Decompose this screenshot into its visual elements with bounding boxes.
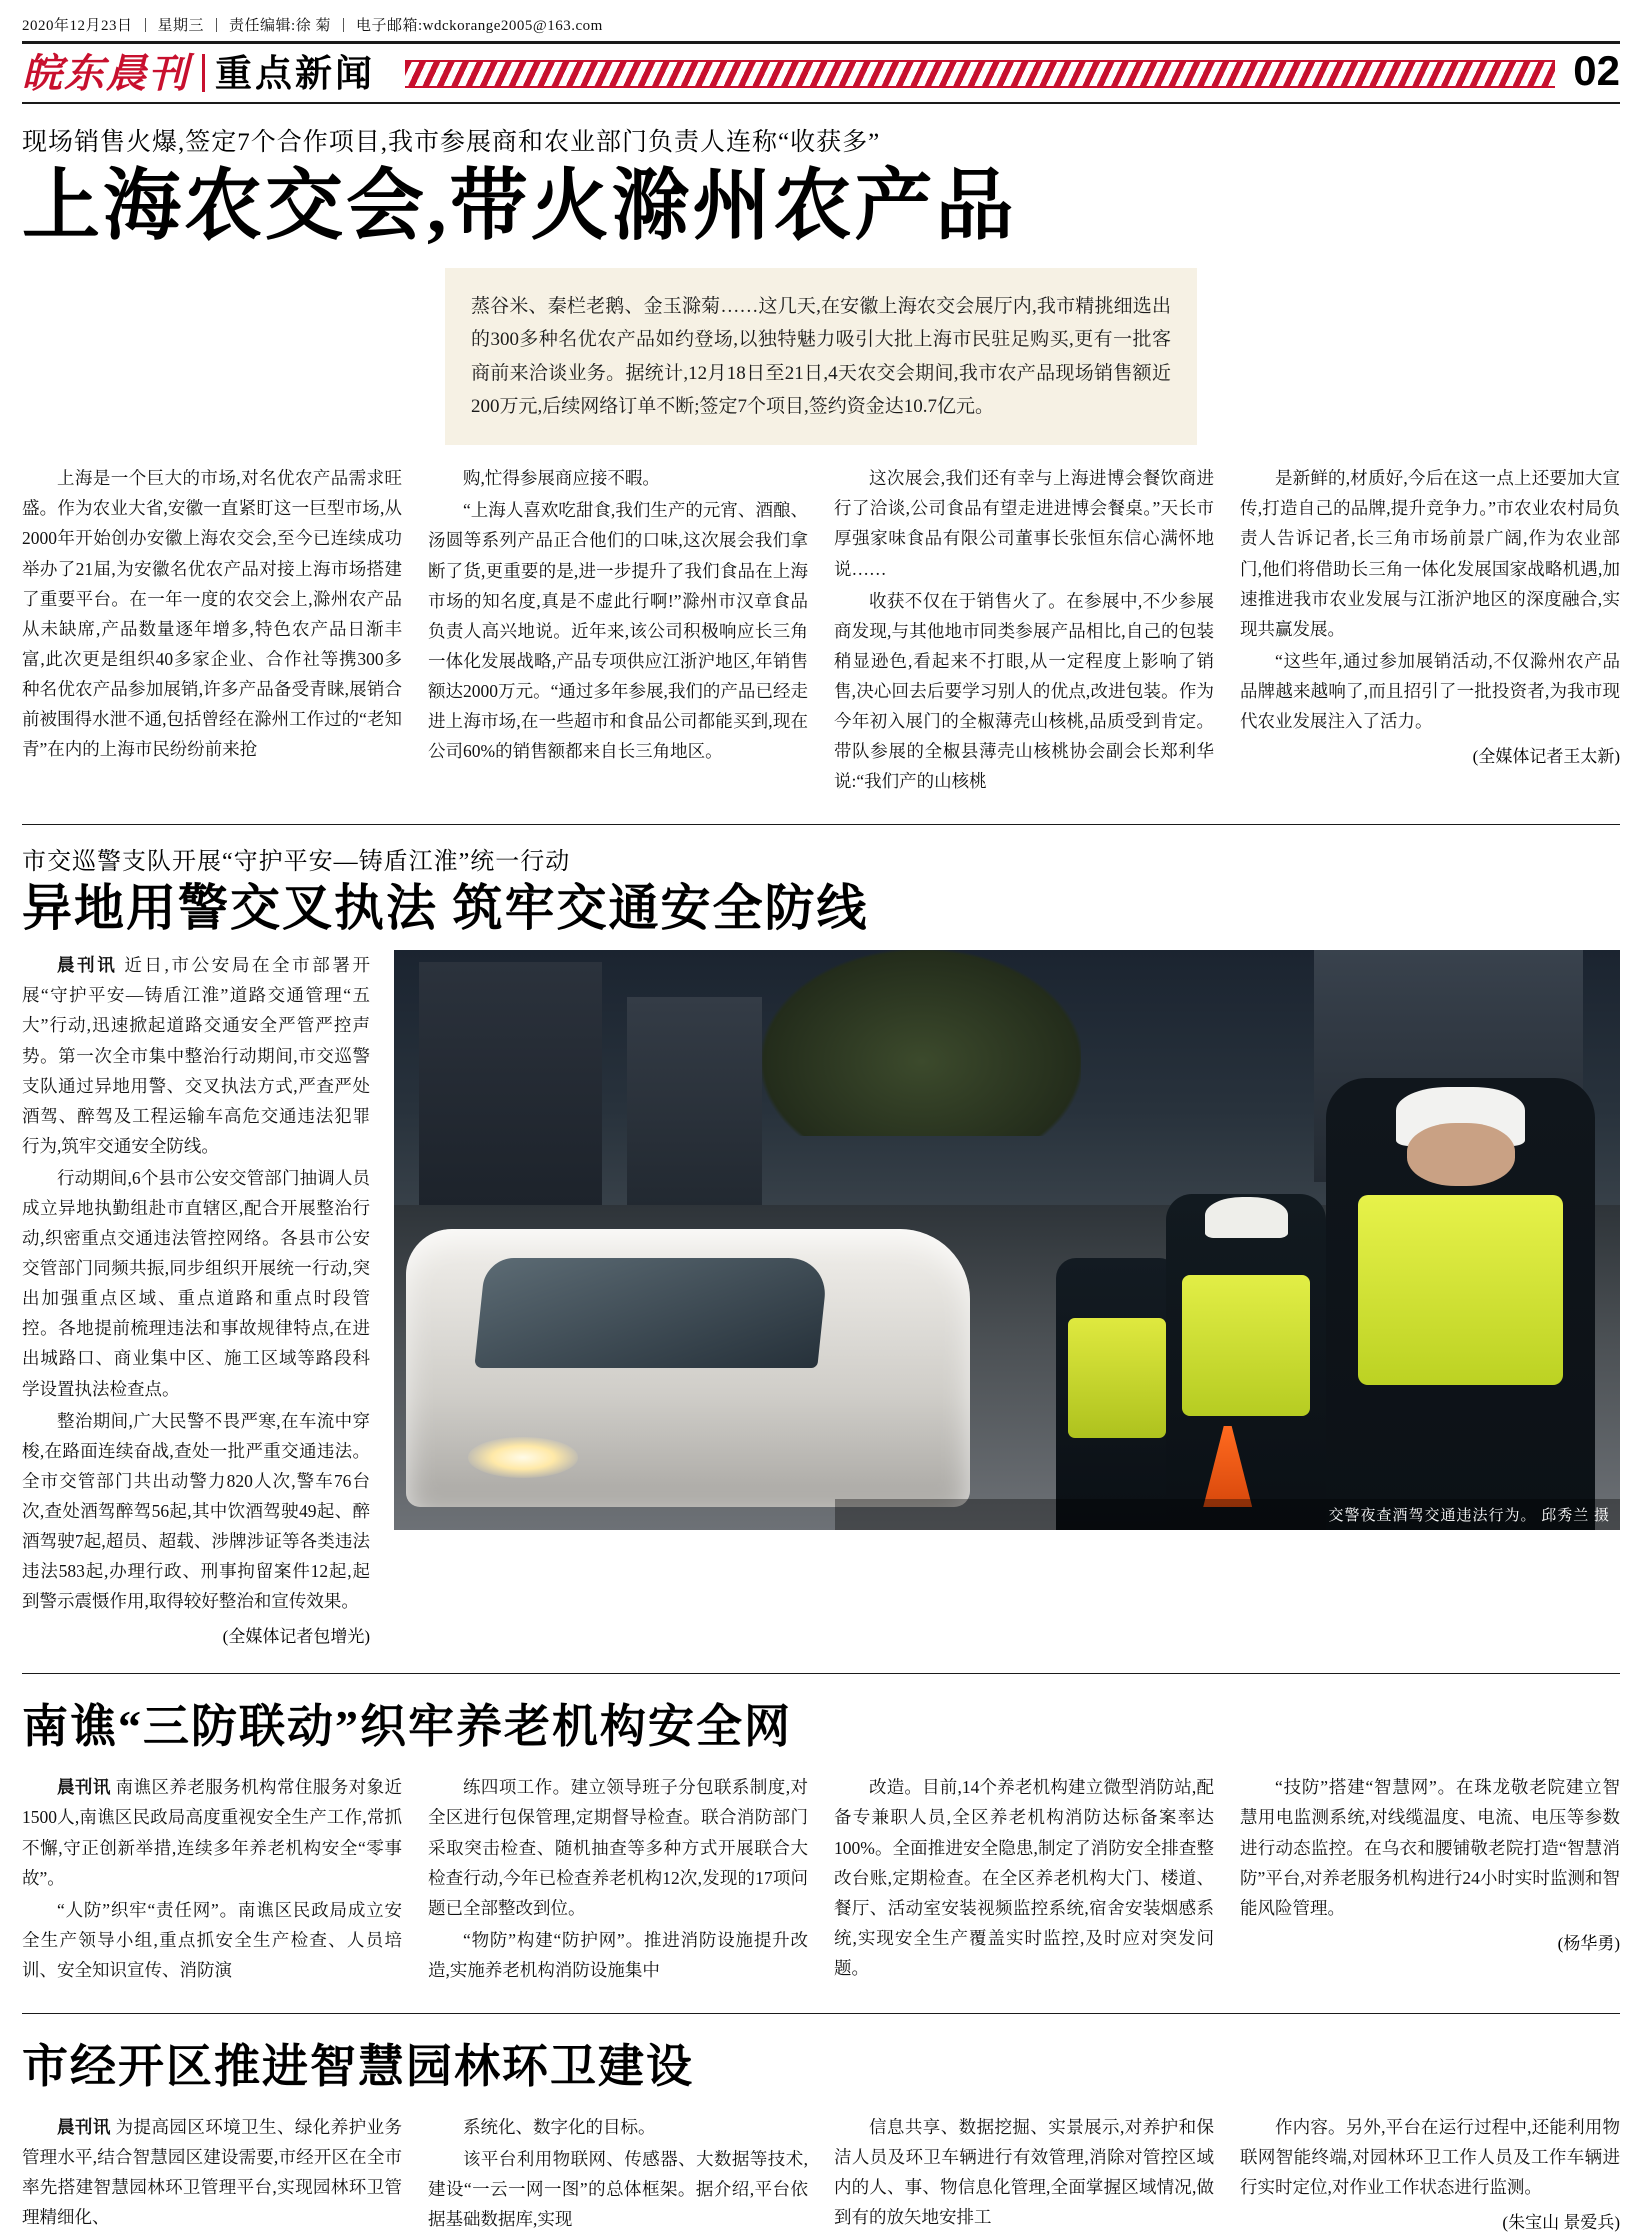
story3-column-3 <box>834 1772 1214 1987</box>
decorative-hatch-bar <box>405 60 1555 88</box>
paragraph: 收获不仅在于销售火了。在参展中,不少参展商发现,与其他地市同类参展产品相比,自己的包装稍显逊色,看起来不打眼,从一定程度上影响了销售,决心回去后要学习别人的优点,改进包装。作为今年初入展门的全椒薄壳山核桃,品质受到肯定。带队参展的全椒县薄壳山核桃协会副会长郑利华说:“我们产的山核桃 <box>834 590 1214 792</box>
top-info-bar <box>22 14 1620 41</box>
lead-summary-wrap <box>22 268 1620 445</box>
photo-car-windshield <box>474 1258 829 1368</box>
paragraph: 改造。目前,14个养老机构建立微型消防站,配备专兼职人员,全区养老机构消防达标备案率达100%。全面推进安全隐患,制定了消防安全排查整改台账,定期检查。在全区养老机构大门、楼道、餐厅、活动室安装视频监控系统,宿舍安装烟感系统,实现安全生产覆盖实时监控,及时应对突发问题。 <box>834 1777 1214 1978</box>
story2-byline: (全媒体记者包增光) <box>222 1627 370 1647</box>
paragraph: 该平台利用物联网、传感器、大数据等技术,建设“一云一网一图”的总体框架。据介绍,平台依据基础数据库,实现 <box>428 2149 808 2230</box>
dateline: 晨刊讯 <box>57 2116 111 2137</box>
photo-hi-vis-vest <box>1068 1318 1166 1438</box>
lead-column-1 <box>22 463 402 798</box>
paragraph <box>22 2112 402 2232</box>
email-address: 电子邮箱:wdckorange2005@163.com <box>355 18 603 34</box>
photo-hi-vis-vest <box>1358 1195 1563 1385</box>
paragraph: “上海人喜欢吃甜食,我们生产的元宵、酒酿、汤圆等系列产品正合他们的口味,这次展会我们拿断了货,更重要的是,进一步提升了我们食品在上海市场的知名度,真是不虚此行啊!”滁州市汉章食品负责人高兴地说。近年来,该公司积极响应长三角一体化发展战略,产品专项供应江浙沪地区,年销售额达2000万元。“通过多年参展,我们的产品已经走进上海市场,在一些超市和食品公司都能买到,现在公司60%的销售额都来自长三角地区。 <box>428 500 808 762</box>
story2-divider <box>22 824 1620 825</box>
photo-caption: 交警夜查酒驾交通违法行为。 邱秀兰 摄 <box>835 1499 1620 1530</box>
divider <box>343 18 344 32</box>
story4-byline: (朱宝山 景爱兵) <box>1502 2213 1620 2233</box>
paragraph: 系统化、数字化的目标。 <box>463 2116 656 2137</box>
lead-body-columns <box>22 463 1620 798</box>
story2-headline: 异地用警交叉执法 筑牢交通安全防线 <box>22 880 869 937</box>
lead-column-4 <box>1240 463 1620 798</box>
photo-officer-mid <box>1166 1194 1325 1530</box>
story2-photo-wrap <box>394 950 1620 1530</box>
paragraph: 整治期间,广大民警不畏严寒,在车流中穿梭,在路面连续奋战,查处一批严重交通违法。全市交管部门共出动警力820人次,警车76台次,查处酒驾醉驾56起,其中饮酒驾驶49起、醉酒驾驶7起,超员、超载、涉牌涉证等各类违法违法583起,办理行政、刑事拘留案件12起,起到警示震慑作用,取得较好整治和宣传效果。 <box>22 1410 370 1612</box>
paragraph: 购,忙得参展商应接不暇。 <box>463 468 660 489</box>
paragraph: 信息共享、数据挖掘、实景展示,对养护和保洁人员及环卫车辆进行有效管理,消除对管控区域内的人、事、物信息化管理,全面掌握区域情况,做到有的放矢地安排工 <box>834 2116 1214 2228</box>
paragraph: 这次展会,我们还有幸与上海进博会餐饮商进行了洽谈,公司食品有望走进进博会餐桌。”天长市厚强家味食品有限公司董事长张恒东信心满怀地说…… <box>834 468 1214 579</box>
lead-summary-box: 蒸谷米、秦栏老鹅、金玉滁菊……这几天,在安徽上海农交会展厅内,我市精挑细选出的300多种名优农产品如约登场,以独特魅力吸引大批上海市民驻足购买,更有一批客商前来洽谈业务。据统计,12月18日至21日,4天农交会期间,我市农产品现场销售额近200万元,后续网络订单不断;签定7个项目,签约资金达10.7亿元。 <box>445 268 1197 445</box>
divider <box>145 18 146 32</box>
story3-column-2 <box>428 1772 808 1987</box>
divider <box>216 18 217 32</box>
publication-logo: 皖东晨刊 <box>22 51 190 96</box>
lead-kicker: 现场销售火爆,签定7个合作项目,我市参展商和农业部门负责人连称“收获多” <box>22 129 881 156</box>
weekday: 星期三 <box>157 18 205 34</box>
paragraph: 行动期间,6个县市公安交管部门抽调人员成立异地执勤组赴市直辖区,配合开展整治行动,织密重点交通违法管控网络。各县市公安交管部门同频共振,同步组织开展统一行动,突出加强重点区域、重点道路和重点时段管控。各地提前梳理违法和事故规律特点,在进出城路口、商业集中区、施工区域等路段科学设置执法检查点。 <box>22 1167 370 1399</box>
photo-building <box>627 997 762 1206</box>
photo-building <box>419 962 603 1206</box>
logo-divider <box>202 54 205 92</box>
paragraph: 是新鲜的,材质好,今后在这一点上还要加大宣传,打造自己的品牌,提升竞争力。”市农业农村局负责人告诉记者,长三角市场前景广阔,作为农业部门,他们将借助长三角一体化发展国家战略机遇,加速推进我市农业发展与江浙沪地区的深度融合,实现共赢发展。 <box>1240 468 1620 639</box>
paragraph: “技防”搭建“智慧网”。在珠龙敬老院建立智慧用电监测系统,对线缆温度、电流、电压等参数进行动态监控。在乌衣和腰铺敬老院打造“智慧消防”平台,对养老服务机构进行24小时实时监测和智能风险管理。 <box>1240 1777 1620 1918</box>
story3-columns <box>22 1772 1620 1987</box>
masthead-bottom-rule <box>22 102 1620 104</box>
paragraph: “这些年,通过参加展销活动,不仅滁州农产品品牌越来越响了,而且招引了一批投资者,为我市现代农业发展注入了活力。 <box>1240 650 1620 731</box>
paragraph: 上海是一个巨大的市场,对名优农产品需求旺盛。作为农业大省,安徽一直紧盯这一巨型市场,从2000年开始创办安徽上海农交会,至今已连续成功举办了21届,为安徽名优农产品对接上海市场搭建了重要平台。在一年一度的农交会上,滁州农产品从未缺席,产品数量逐年增多,特色农产品日渐丰富,此次更是组织40多家企业、合作社等携300多种名优农产品参加展销,许多产品备受青睐,展销合前被围得水泄不通,包括曾经在滁州工作过的“老知青”在内的上海市民纷纷前来抢 <box>22 468 402 760</box>
photo-officer-front <box>1326 1078 1596 1530</box>
page-inner <box>22 14 1620 2236</box>
paragraph: “人防”织牢“责任网”。南谯区民政局成立安全生产领导小组,重点抓安全生产检查、人员培训、安全知识宣传、消防演 <box>22 1899 402 1980</box>
story4-column-2 <box>428 2112 808 2236</box>
dateline: 晨刊讯 <box>57 1777 111 1798</box>
story2-text-column <box>22 950 370 1647</box>
story3-column-4 <box>1240 1772 1620 1987</box>
story2-kicker: 市交巡警支队开展“守护平安—铸盾江淮”统一行动 <box>22 849 571 876</box>
story4-column-1 <box>22 2112 402 2236</box>
story4-headline: 市经开区推进智慧园林环卫建设 <box>22 2040 694 2092</box>
story3-divider <box>22 1673 1620 1674</box>
lead-column-3 <box>834 463 1214 798</box>
paragraph <box>22 950 370 1161</box>
story4-columns <box>22 2112 1620 2236</box>
section-title: 重点新闻 <box>215 54 375 95</box>
story2-body <box>22 950 1620 1647</box>
paragraph-text: 为提高园区环境卫生、绿化养护业务管理水平,结合智慧园区建设需要,市经开区在全市率先搭建智慧园林环卫管理平台,实现园林环卫管理精细化、 <box>22 2116 403 2228</box>
lead-column-2 <box>428 463 808 798</box>
photo-tree <box>762 950 1081 1136</box>
publish-date: 2020年12月23日 <box>22 18 133 34</box>
story3-byline: (杨华勇) <box>1557 1933 1620 1953</box>
page-number: 02 <box>1573 47 1620 94</box>
lead-headline: 上海农交会,带火滁州农产品 <box>22 162 1017 249</box>
paragraph-text: 南谯区养老服务机构常住服务对象近1500人,南谯区民政局高度重视安全生产工作,常抓不懈,守正创新举措,连续多年养老机构安全“零事故”。 <box>22 1777 403 1888</box>
masthead <box>22 44 1620 102</box>
paragraph <box>22 1772 402 1892</box>
dateline: 晨刊讯 <box>57 955 118 976</box>
paragraph: 作内容。另外,平台在运行过程中,还能利用物联网智能终端,对园林环卫工作人员及工作车辆进行实时定位,对作业工作状态进行监测。 <box>1240 2116 1620 2198</box>
photo-officer-back <box>1056 1258 1179 1531</box>
photo-car-headlight <box>468 1437 578 1478</box>
paragraph: 练四项工作。建立领导班子分包联系制度,对全区进行包保管理,定期督导检查。联合消防部门采取突击检查、随机抽查等多种方式开展联合大检查行动,今年已检查养老机构12次,发现的17项问题已全部整改到位。 <box>428 1777 808 1918</box>
story3-column-1 <box>22 1772 402 1987</box>
paragraph-text: 近日,市公安局在全市部署开展“守护平安—铸盾江淮”道路交通管理“五大”行动,迅速掀起道路交通安全严管严控声势。第一次全市集中整治行动期间,市交巡警支队通过异地用警、交叉执法方式,严查严处酒驾、醉驾及工程运输车高危交通违法犯罪行为,筑牢交通安全防线。 <box>22 955 370 1156</box>
photo-police-cap <box>1205 1197 1288 1237</box>
story4-column-3 <box>834 2112 1214 2236</box>
story3-headline: 南谯“三防联动”织牢养老机构安全网 <box>22 1701 792 1753</box>
photo-officer-head <box>1407 1123 1515 1186</box>
night-traffic-enforcement-photo <box>394 950 1620 1530</box>
story4-column-4 <box>1240 2112 1620 2236</box>
paragraph: “物防”构建“防护网”。推进消防设施提升改造,实施养老机构消防设施集中 <box>428 1929 808 1980</box>
lead-byline: (全媒体记者王太新) <box>1472 747 1620 767</box>
photo-hi-vis-vest <box>1182 1275 1310 1416</box>
story4-divider <box>22 2013 1620 2014</box>
editor-credit: 责任编辑:徐 菊 <box>229 18 331 34</box>
